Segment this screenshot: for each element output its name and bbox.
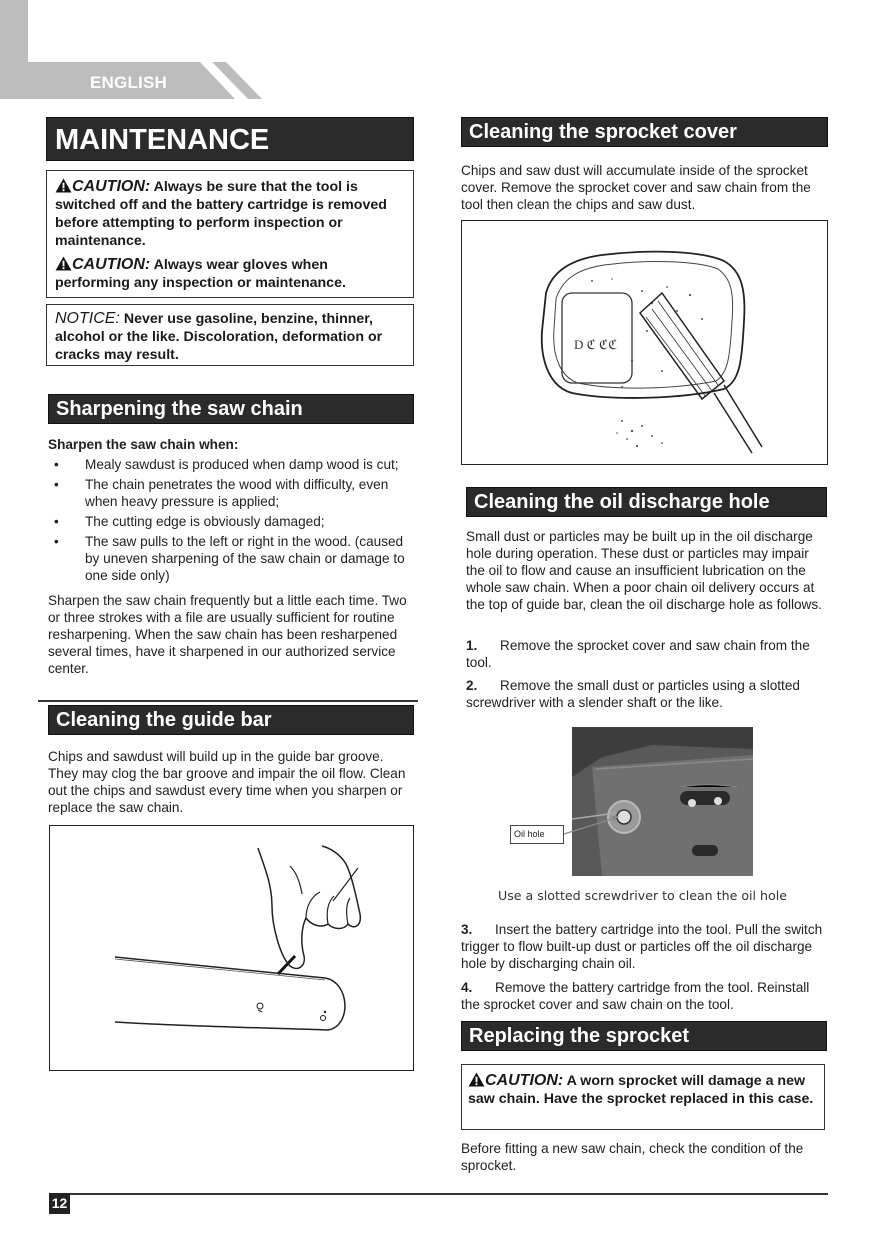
list-item: • Mealy sawdust is produced when damp wood is cut;: [54, 457, 399, 472]
notice-text: Never use gasoline, benzine, thinner, alcohol or the like. Discoloration, deformation or cracks may result.: [55, 311, 383, 363]
replacing-caution-box: [461, 1064, 825, 1130]
svg-text:D ℭ ℭℭ: D ℭ ℭℭ: [574, 337, 618, 352]
step-text: Insert the battery cartridge into the tool. Pull the switch trigger to flow built-up dust or particles off the oil discharge hole by discharging chain oil.: [461, 922, 823, 971]
bullet-text: Mealy sawdust is produced when damp wood is cut;: [85, 457, 399, 472]
oil-hole-photo: [572, 727, 753, 876]
language-label: ENGLISH: [90, 73, 167, 92]
sharpening-heading: Sharpening the saw chain: [48, 394, 414, 424]
caution-2: [55, 256, 405, 292]
notice-box: [46, 304, 414, 366]
step-number: 2.: [466, 678, 478, 693]
guide-bar-heading: Cleaning the guide bar: [48, 705, 414, 735]
caution-2-text: Always wear gloves when performing any inspection or maintenance.: [55, 257, 346, 291]
callout-arrow-icon: [563, 810, 623, 838]
sharpening-body: Sharpen the saw chain frequently but a little each time. Two or three strokes with a file are usually sufficient for routine resharpening. When the saw chain has been resharpened several times, have it sharpened in our authorized service center.: [48, 593, 407, 676]
oil-hole-body: Small dust or particles may be built up in the oil discharge hole during operation. These dust or particles may impair the oil to flow and cause an insufficient lubrication on the whole saw chain. When a poor chain oil delivery occurs at the top of guide bar, clean the oil discharge hole as follows.: [466, 529, 822, 612]
replacing-body: Before fitting a new saw chain, check the condition of the sprocket.: [461, 1141, 804, 1173]
sprocket-cover-figure: [461, 220, 828, 465]
replacing-caution-text: A worn sprocket will damage a new saw chain. Have the sprocket replaced in this case.: [468, 1073, 814, 1107]
warning-icon: [468, 1072, 485, 1087]
caution-1-text: Always be sure that the tool is switched off and the battery cartridge is removed before attempting to perform inspection or maintenance.: [55, 179, 387, 249]
step-text: Remove the sprocket cover and saw chain from the tool.: [466, 638, 810, 670]
section-divider: [38, 700, 418, 702]
oil-hole-step-2: [466, 677, 828, 711]
step-text: Remove the battery cartridge from the tool. Reinstall the sprocket cover and saw chain on the tool.: [461, 980, 810, 1012]
sprocket-cover-body: Chips and saw dust will accumulate inside of the sprocket cover. Remove the sprocket cover and saw chain from the tool then clean the chips and saw dust.: [461, 163, 811, 212]
caution-1-label: CAUTION:: [72, 178, 151, 195]
sharpening-bullets: [48, 456, 414, 584]
sprocket-cover-heading: Cleaning the sprocket cover: [461, 117, 828, 147]
oil-hole-photo-caption: Use a slotted screwdriver to clean the oil hole: [498, 888, 787, 903]
oil-hole-step-4: [461, 979, 828, 1013]
oil-hole-heading: Cleaning the oil discharge hole: [466, 487, 827, 517]
guide-bar-illustration: [50, 826, 412, 1069]
replacing-heading: Replacing the sprocket: [461, 1021, 827, 1051]
sharpening-subheading: Sharpen the saw chain when:: [48, 437, 239, 452]
step-number: 4.: [461, 980, 473, 995]
oil-hole-label: Oil hole: [514, 829, 545, 839]
footer-rule: [49, 1193, 828, 1195]
list-item: • The chain penetrates the wood with difficulty, even when heavy pressure is applied;: [54, 477, 389, 509]
caution-box: [46, 170, 414, 298]
oil-hole-step-1: [466, 637, 828, 671]
warning-icon: [55, 256, 72, 271]
bullet-text: The chain penetrates the wood with difficulty, even when heavy pressure is applied;: [85, 477, 389, 509]
list-item: • The saw pulls to the left or right in the wood. (caused by uneven sharpening of the saw chain or damage to one side only): [54, 534, 405, 583]
oil-hole-callout: [510, 825, 564, 844]
page-number: 12: [49, 1193, 70, 1214]
list-item: • The cutting edge is obviously damaged;: [54, 514, 325, 529]
bullet-text: The saw pulls to the left or right in the wood. (caused by uneven sharpening of the saw chain or damage to one side only): [85, 534, 405, 583]
step-number: 3.: [461, 922, 473, 937]
step-number: 1.: [466, 638, 478, 653]
sprocket-cover-illustration: [462, 221, 826, 463]
oil-hole-photo-image: [572, 727, 753, 876]
oil-hole-step-3: [461, 921, 828, 972]
guide-bar-body: Chips and sawdust will build up in the guide bar groove. They may clog the bar groove and impair the oil flow. Clean out the chips and sawdust every time when you sharpen or replace the saw chain.: [48, 749, 406, 815]
bullet-text: The cutting edge is obviously damaged;: [85, 514, 325, 529]
guide-bar-figure: [49, 825, 414, 1071]
warning-icon: [55, 178, 72, 193]
notice-label: NOTICE:: [55, 310, 120, 327]
step-text: Remove the small dust or particles using a slotted screwdriver with a slender shaft or the like.: [466, 678, 800, 710]
caution-2-label: CAUTION:: [72, 256, 151, 273]
replacing-caution-label: CAUTION:: [485, 1072, 564, 1089]
page-title: MAINTENANCE: [46, 117, 414, 161]
caution-1: [55, 178, 405, 250]
